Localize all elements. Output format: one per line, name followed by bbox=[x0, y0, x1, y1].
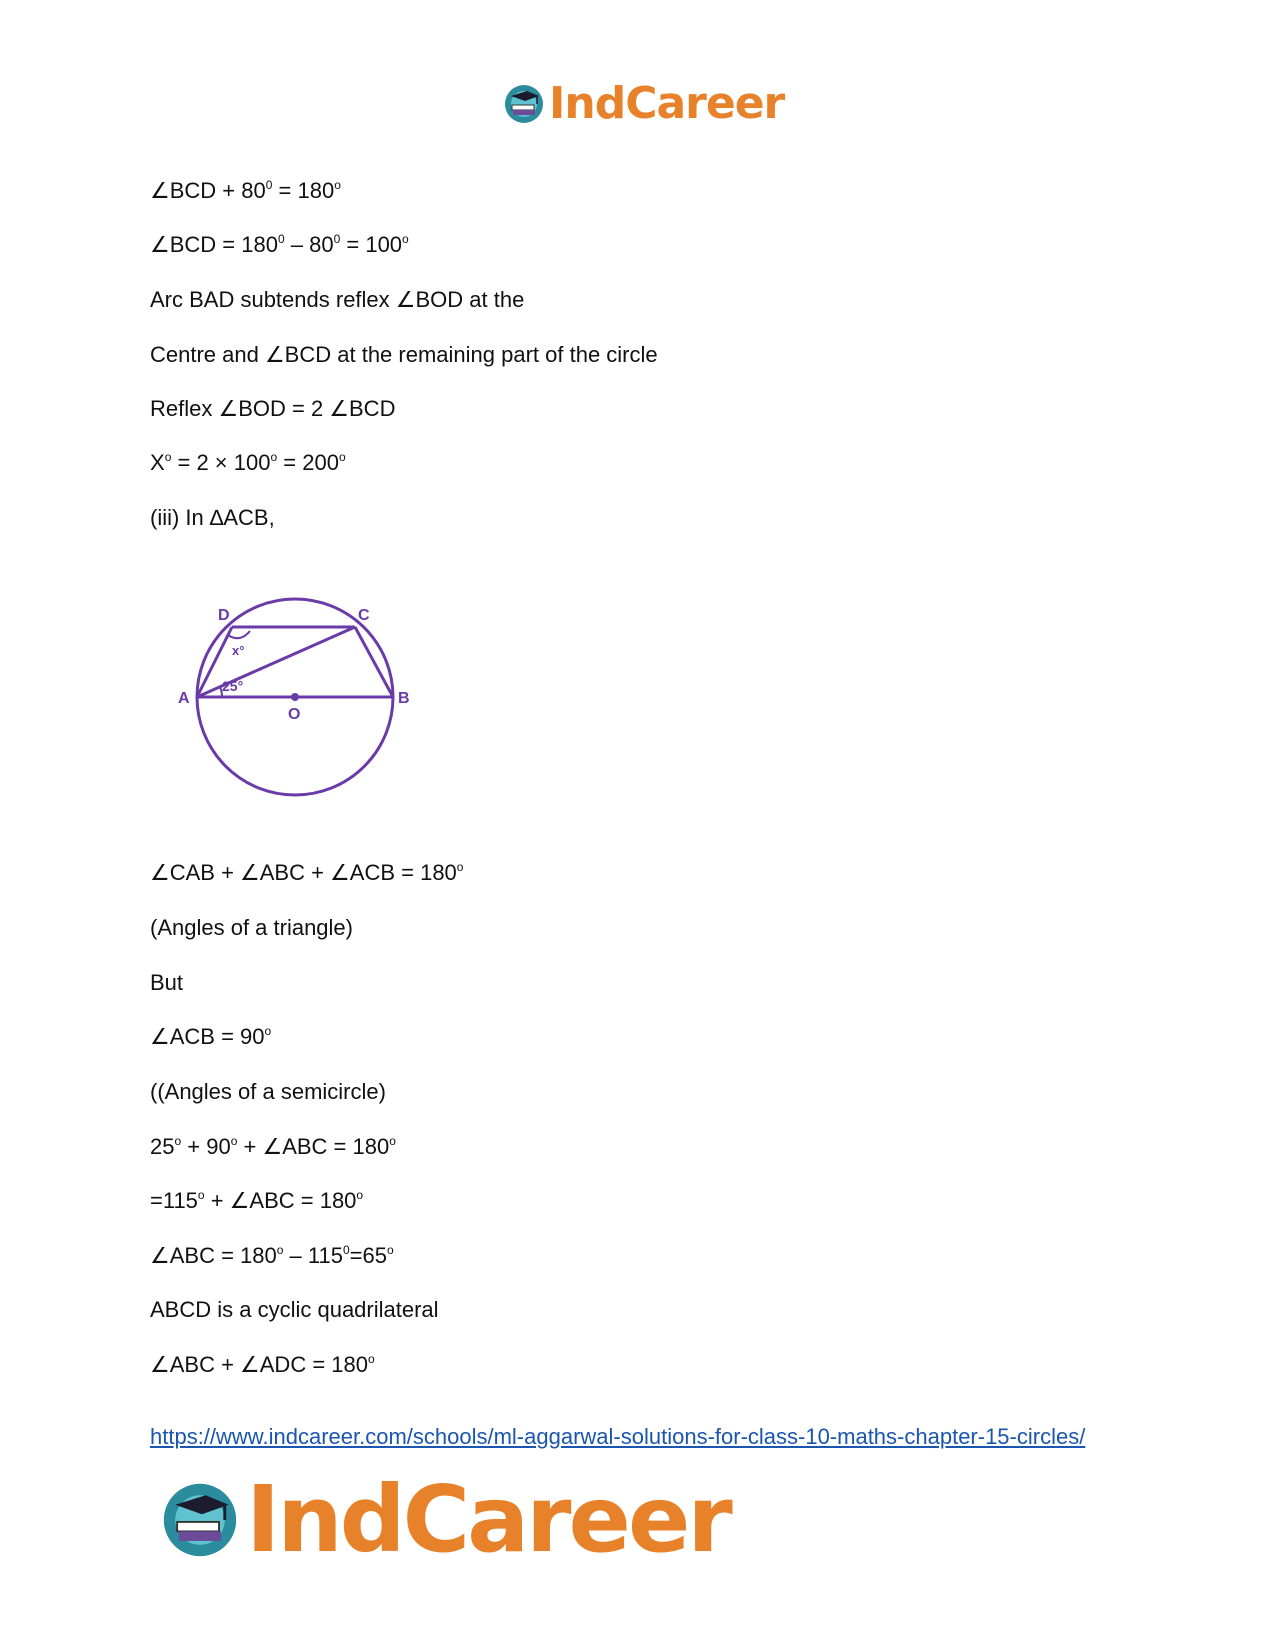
label-d: D bbox=[218, 607, 230, 624]
text-line: ABCD is a cyclic quadrilateral bbox=[150, 1297, 439, 1322]
label-x: x° bbox=[232, 643, 245, 658]
text-line: ((Angles of a semicircle) bbox=[150, 1079, 386, 1104]
label-angle: 25° bbox=[222, 678, 244, 694]
math-line: ∠BCD = $180^0 - 80^0 = 100^o$ bbox=[150, 232, 409, 257]
label-c: C bbox=[358, 607, 370, 624]
math-line: $25^o + 90^o$ + ∠ABC = $180^o$ bbox=[150, 1134, 396, 1159]
source-link[interactable]: https://www.indcareer.com/schools/ml-aggarwal-solutions-for-class-10-maths-chapter-15-circles/ bbox=[150, 1424, 1086, 1449]
footer-logo bbox=[160, 1466, 730, 1573]
graduation-cap-icon bbox=[503, 83, 545, 125]
label-b: B bbox=[398, 690, 410, 707]
text-line: Reflex ∠BOD = 2 ∠BCD bbox=[150, 396, 396, 421]
text-line: Arc BAD subtends reflex ∠BOD at the bbox=[150, 287, 525, 312]
text-line: Centre and ∠BCD at the remaining part of the circle bbox=[150, 342, 658, 367]
math-line: ∠BCD + $80^0 = 180^o$ bbox=[150, 178, 341, 203]
circle-diagram bbox=[170, 585, 440, 815]
label-a: A bbox=[178, 690, 190, 707]
text-line: (iii) In ∆ACB, bbox=[150, 505, 275, 530]
text-line: (Angles of a triangle) bbox=[150, 915, 353, 940]
header-logo bbox=[503, 78, 784, 129]
math-line: $=115^o$ + ∠ABC = $180^o$ bbox=[150, 1188, 364, 1213]
math-line: ∠ACB = $90^o$ bbox=[150, 1024, 272, 1049]
math-line: ∠ABC + ∠ADC = $180^o$ bbox=[150, 1352, 375, 1377]
angle-arc-d bbox=[228, 631, 250, 638]
label-o: O bbox=[288, 706, 301, 723]
logo-text: IndCareer bbox=[549, 78, 785, 129]
graduation-cap-icon bbox=[160, 1480, 240, 1560]
math-line: ∠CAB + ∠ABC + ∠ACB = $180^o$ bbox=[150, 860, 464, 885]
math-line: $X^o = 2 \times 100^o = 200^o$ bbox=[150, 450, 346, 475]
logo-text: IndCareer bbox=[246, 1466, 730, 1573]
math-line: ∠ABC = $180^o - 115^0=65^o$ bbox=[150, 1243, 394, 1268]
text-line: But bbox=[150, 970, 184, 995]
center-dot bbox=[291, 693, 299, 701]
chord-ac bbox=[197, 627, 355, 697]
